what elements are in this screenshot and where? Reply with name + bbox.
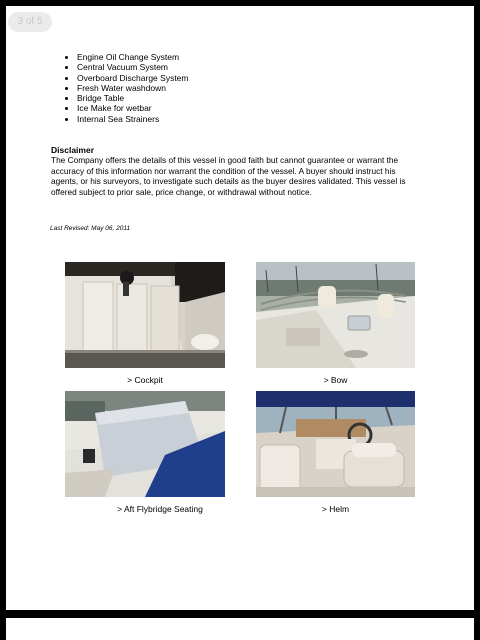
bow-caption: > Bow bbox=[323, 375, 348, 385]
cockpit-caption: > Cockpit bbox=[127, 375, 163, 385]
list-item: • Ice Make for wetbar bbox=[77, 103, 189, 113]
list-item: • Overboard Discharge System bbox=[77, 73, 189, 83]
last-revised-date: Last Revised: May 06, 2011 bbox=[50, 225, 131, 232]
list-item: • Fresh Water washdown bbox=[77, 83, 189, 93]
list-item: • Engine Oil Change System bbox=[77, 52, 189, 62]
aft-flybridge-seating-photo bbox=[65, 391, 225, 497]
aft-flybridge-seating-caption: > Aft Flybridge Seating bbox=[117, 504, 203, 514]
helm-photo bbox=[256, 391, 415, 497]
bow-photo bbox=[256, 262, 415, 368]
list-item: • Bridge Table bbox=[77, 93, 189, 103]
page-indicator: 3 of 5 bbox=[8, 12, 52, 32]
cockpit-photo bbox=[65, 262, 225, 368]
disclaimer-body: The Company offers the details of this vessel in good faith but cannot guarantee or warrant the accuracy of this information nor warrant the condition of the vessel. A buyer should instruct his agents, or his surveyors, to investigate such details as the buyer desires validated. This vessel is offered subject to prior sale, price change, or withdrawal without notice. bbox=[51, 155, 406, 197]
list-item: • Central Vacuum System bbox=[77, 62, 189, 72]
disclaimer-heading: Disclaimer bbox=[51, 145, 94, 155]
next-page-edge bbox=[6, 618, 474, 640]
feature-list bbox=[51, 52, 189, 124]
list-item: • Internal Sea Strainers bbox=[77, 114, 189, 124]
helm-caption: > Helm bbox=[321, 504, 350, 514]
